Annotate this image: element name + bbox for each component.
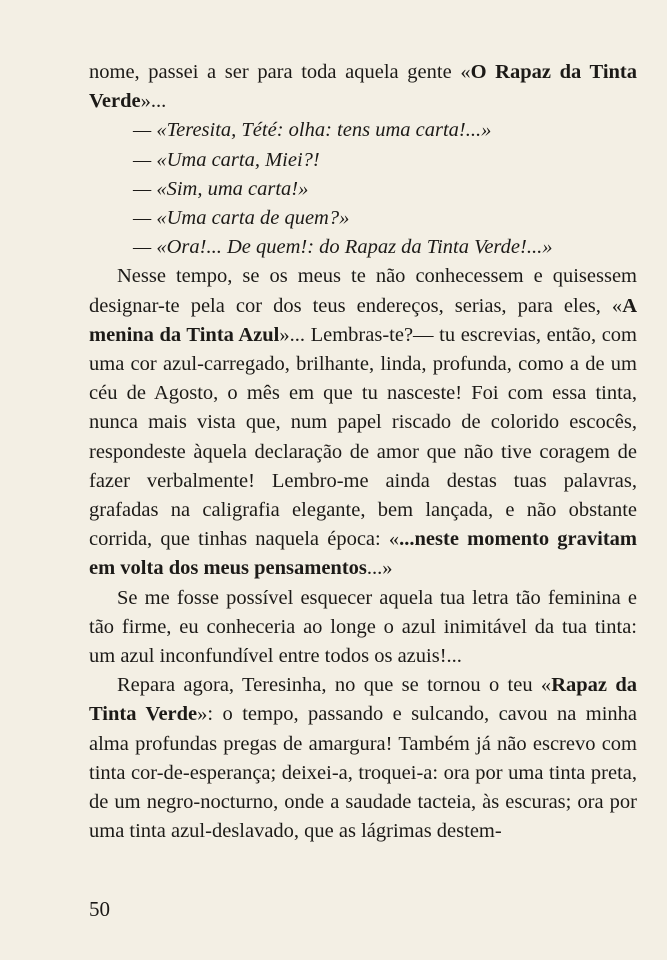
paragraph-text: Repara agora, Teresinha, no que se tornou o teu «: [117, 674, 552, 697]
bold-title: A menina da Tinta Azul: [89, 294, 637, 346]
paragraph: [89, 262, 637, 583]
dialogue-line: — «Uma carta de quem?»: [133, 207, 350, 230]
bold-quote: ...neste momento gravitam em volta dos meus pensamentos: [89, 528, 637, 580]
dialogue-line: — «Ora!... De quem!: do Rapaz da Tinta Verde!...»: [133, 236, 553, 259]
paragraph: [89, 671, 637, 846]
dialogue-line: — «Uma carta, Miei?!: [133, 148, 320, 171]
bold-title: Rapaz da Tinta Verde: [89, 674, 637, 726]
paragraph-text: »... Lembras-te?— tu escrevias, então, com uma cor azul-carregado, brilhante, linda, profunda, como a de um céu de Agosto, o mês em que tu nasceste! Foi com essa tinta, nunca mais vista que, num papel riscado de colorido escocês, respondeste àquela declaração de amor que não tive coragem de fazer verbalmente! Lembro-me ainda destas tuas palavras, grafadas na caligrafia elegante, bem lançada, e não obstante corrida, que tinhas naquela época: «: [89, 323, 637, 551]
page-body: [89, 58, 637, 846]
bold-title: O Rapaz da Tinta Verde: [89, 61, 637, 113]
paragraph-text: Nesse tempo, se os meus te não conhecessem e quisessem designar-te pela cor dos teus endereços, serias, para eles, «: [89, 265, 637, 317]
dialogue-line: — «Sim, uma carta!»: [133, 177, 309, 200]
paragraph: Se me fosse possível esquecer aquela tua letra tão feminina e tão firme, eu conheceria ao longe o azul inimitável da tua tinta: um azul inconfundível entre todos os azuis!...: [89, 586, 637, 668]
paragraph-text: »: o tempo, passando e sulcando, cavou na minha alma profundas pregas de amargura! Também já não escrevo com tinta cor-de-esperança; deixei-a, troquei-a: ora por uma tinta preta, de um negro-nocturno, onde a saudade tacteia, às escuras; ora por uma tinta azul-deslavado, que as lágrimas destem-: [89, 703, 637, 843]
paragraph-text: ...»: [366, 557, 393, 580]
paragraph-text: nome, passei a ser para toda aquela gente «: [89, 61, 471, 83]
page-number: 50: [89, 897, 110, 921]
paragraph-text: »...: [140, 90, 167, 113]
dialogue-line: — «Teresita, Tété: olha: tens uma carta!...»: [133, 119, 492, 142]
paragraph: [89, 58, 637, 116]
